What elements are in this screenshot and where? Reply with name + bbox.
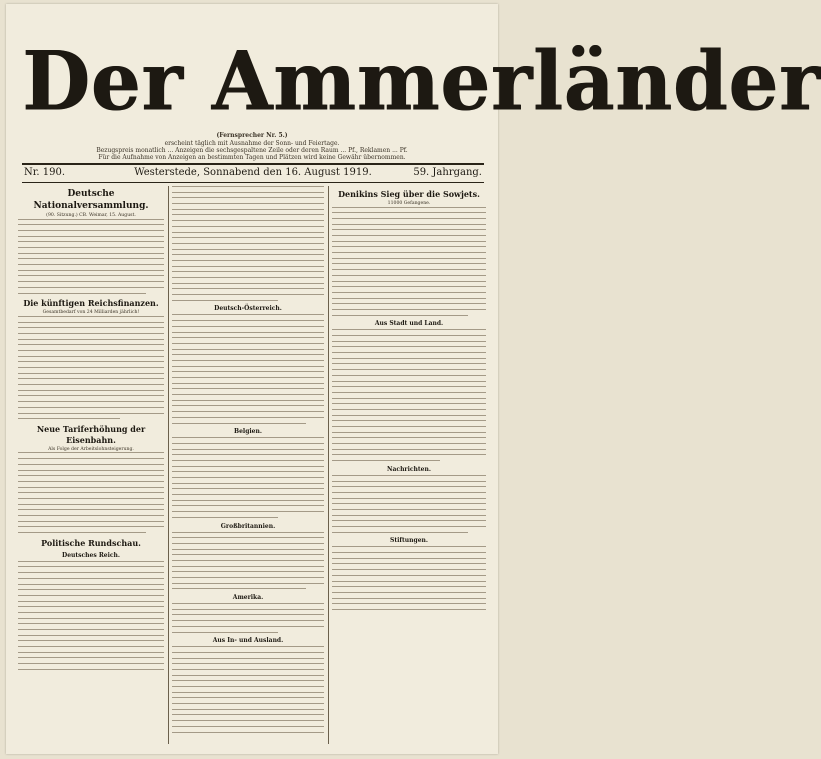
section-subheadline: Aus In- und Ausland.	[212, 637, 284, 645]
masthead-subline-2: Bezugspreis monatlich ... Anzeigen die sechsgespaltene Zeile oder deren Raum ... Pf., Reklamen ... Pf.	[96, 147, 408, 154]
article-body	[172, 437, 324, 518]
column-3	[332, 186, 486, 746]
article-body	[172, 532, 324, 590]
article-dateline: (90. Sitzung.) CB. Weimar, 15. August.	[46, 213, 136, 218]
article-headline: Denikins Sieg über die Sowjets.	[338, 189, 480, 199]
section-subheadline: Aus Stadt und Land.	[374, 320, 444, 328]
article-headline: Neue Tariferhöhung der Eisenbahn.	[36, 423, 146, 445]
column-divider	[328, 186, 329, 744]
section-subheadline: Großbritannien.	[220, 522, 276, 530]
column-1	[18, 186, 164, 746]
article-body	[172, 314, 324, 423]
volume-number: 59. Jahrgang.	[413, 167, 482, 178]
article-body	[172, 186, 324, 301]
masthead-subline-3: Für die Aufnahme von Anzeigen an bestimmten Tagen und Plätzen wird keine Gewähr übernommen.	[98, 154, 406, 161]
column-divider	[168, 186, 169, 744]
masthead-subline-1: erscheint täglich mit Ausnahme der Sonn- und Feiertage.	[164, 140, 340, 147]
section-subheadline: Nachrichten.	[387, 465, 431, 473]
masthead-phone: (Fernsprecher Nr. 5.)	[216, 132, 288, 139]
section-subheadline: Stiftungen.	[390, 537, 428, 545]
article-subheadline: Gesamtbedarf von 24 Milliarden jährlich!	[42, 310, 140, 316]
article-body	[172, 603, 324, 632]
article-body	[18, 561, 164, 670]
article-subheadline: Als Folge der Arbeitslohnsteigerung.	[48, 446, 134, 452]
column-2	[172, 186, 324, 746]
article-subheadline: 11000 Gefangene.	[387, 201, 431, 206]
article-body	[332, 329, 486, 461]
section-subheadline: Belgien.	[234, 428, 262, 436]
article-body	[332, 475, 486, 533]
issue-number: Nr. 190.	[24, 167, 66, 178]
newspaper-page	[6, 4, 821, 754]
section-subheadline: Deutsches Reich.	[61, 551, 121, 559]
masthead-title: Der Ammerländer	[22, 33, 821, 130]
article-body	[18, 316, 164, 419]
dateline	[22, 165, 484, 181]
dateline-rule	[22, 182, 484, 183]
article-headline: Die künftigen Reichsfinanzen.	[23, 298, 159, 309]
section-subheadline: Amerika.	[232, 594, 264, 602]
article-body	[332, 546, 486, 610]
section-headline: Politische Rundschau.	[41, 537, 141, 548]
section-subheadline: Deutsch-Österreich.	[214, 305, 282, 313]
article-body	[332, 207, 486, 316]
article-body	[18, 452, 164, 533]
article-headline: Deutsche Nationalversammlung.	[33, 189, 149, 211]
place-date: Westerstede, Sonnabend den 16. August 1919.	[134, 167, 372, 178]
article-body	[172, 646, 324, 732]
article-body	[18, 219, 164, 294]
